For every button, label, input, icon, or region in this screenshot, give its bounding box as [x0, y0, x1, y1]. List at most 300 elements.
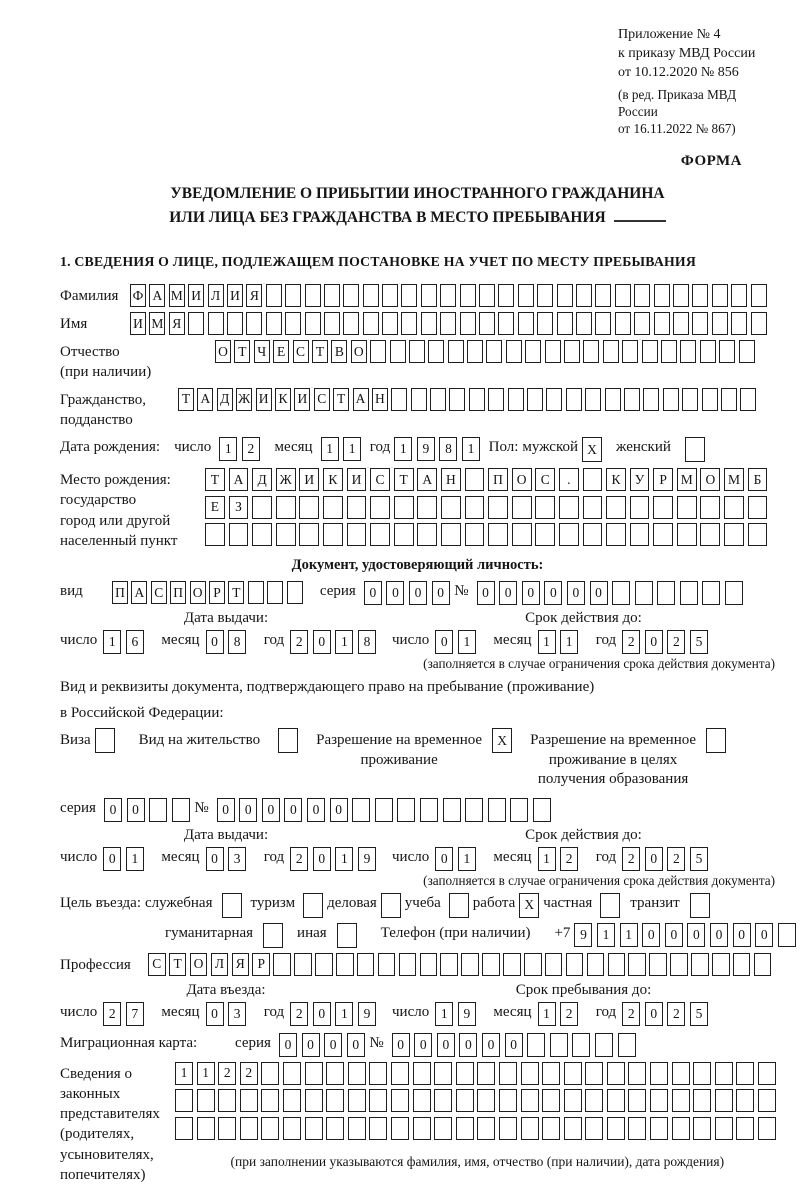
char-cell[interactable] [263, 923, 283, 948]
char-cell[interactable] [758, 1117, 776, 1140]
char-cell[interactable] [479, 284, 495, 307]
char-cell[interactable]: О [190, 953, 208, 976]
char-cell[interactable] [240, 1089, 258, 1112]
char-cell[interactable] [324, 284, 340, 307]
char-cell[interactable] [654, 312, 670, 335]
char-cell[interactable] [653, 523, 673, 546]
char-cell[interactable]: 1 [103, 630, 121, 654]
char-cell[interactable]: С [293, 340, 309, 363]
char-cell[interactable]: 2 [290, 1002, 308, 1026]
char-cell[interactable]: 0 [313, 1002, 331, 1026]
char-cell[interactable] [618, 1033, 636, 1057]
char-cell[interactable]: Я [246, 284, 262, 307]
char-cell[interactable] [521, 1062, 539, 1085]
char-cell[interactable]: С [148, 953, 166, 976]
char-cell[interactable] [721, 388, 737, 411]
char-cell[interactable] [642, 340, 658, 363]
char-cell[interactable] [369, 1117, 387, 1140]
char-cell[interactable]: 0 [477, 581, 495, 605]
char-cell[interactable]: Ж [276, 468, 296, 491]
char-cell[interactable]: 0 [313, 847, 331, 871]
char-cell[interactable] [499, 1117, 517, 1140]
char-cell[interactable] [649, 953, 667, 976]
char-cell[interactable] [456, 1062, 474, 1085]
char-cell[interactable] [607, 1062, 625, 1085]
char-cell[interactable]: 0 [206, 847, 224, 871]
char-cell[interactable] [348, 1062, 366, 1085]
char-cell[interactable]: 1 [335, 1002, 353, 1026]
char-cell[interactable] [680, 581, 698, 605]
char-cell[interactable] [603, 340, 619, 363]
char-cell[interactable]: 0 [665, 923, 683, 947]
char-cell[interactable]: У [630, 468, 650, 491]
char-cell[interactable]: 0 [733, 923, 751, 947]
char-cell[interactable] [326, 1089, 344, 1112]
char-cell[interactable]: О [215, 340, 231, 363]
char-cell[interactable]: 0 [217, 798, 235, 822]
char-cell[interactable]: Л [208, 284, 224, 307]
char-cell[interactable] [600, 893, 620, 918]
char-cell[interactable] [715, 1089, 733, 1112]
char-cell[interactable] [691, 953, 709, 976]
char-cell[interactable]: 2 [242, 437, 260, 461]
char-cell[interactable] [149, 798, 167, 822]
char-cell[interactable] [595, 312, 611, 335]
char-cell[interactable]: 2 [622, 630, 640, 654]
char-cell[interactable] [283, 1117, 301, 1140]
char-cell[interactable] [525, 340, 541, 363]
char-cell[interactable]: 2 [240, 1062, 258, 1085]
char-cell[interactable] [461, 953, 479, 976]
char-cell[interactable] [545, 953, 563, 976]
char-cell[interactable] [630, 523, 650, 546]
char-cell[interactable] [240, 1117, 258, 1140]
char-cell[interactable] [441, 523, 461, 546]
char-cell[interactable] [700, 523, 720, 546]
char-cell[interactable]: 1 [458, 847, 476, 871]
char-cell[interactable]: 0 [313, 630, 331, 654]
char-cell[interactable] [545, 340, 561, 363]
char-cell[interactable] [278, 728, 298, 753]
char-cell[interactable]: 0 [284, 798, 302, 822]
char-cell[interactable] [434, 1089, 452, 1112]
char-cell[interactable]: 1 [462, 437, 480, 461]
char-cell[interactable] [583, 340, 599, 363]
char-cell[interactable] [498, 312, 514, 335]
char-cell[interactable] [486, 340, 502, 363]
char-cell[interactable] [650, 1089, 668, 1112]
char-cell[interactable] [283, 1062, 301, 1085]
char-cell[interactable]: М [149, 312, 165, 335]
char-cell[interactable] [635, 581, 653, 605]
char-cell[interactable] [465, 496, 485, 519]
char-cell[interactable] [434, 1117, 452, 1140]
char-cell[interactable] [465, 523, 485, 546]
char-cell[interactable]: Р [209, 581, 225, 604]
char-cell[interactable] [347, 496, 367, 519]
char-cell[interactable] [197, 1117, 215, 1140]
char-cell[interactable] [535, 523, 555, 546]
char-cell[interactable] [488, 798, 506, 822]
char-cell[interactable] [607, 1117, 625, 1140]
char-cell[interactable]: 1 [538, 847, 556, 871]
char-cell[interactable] [428, 340, 444, 363]
char-cell[interactable] [188, 312, 204, 335]
char-cell[interactable] [343, 312, 359, 335]
char-cell[interactable] [670, 953, 688, 976]
char-cell[interactable] [506, 340, 522, 363]
char-cell[interactable]: 5 [690, 1002, 708, 1026]
char-cell[interactable] [654, 284, 670, 307]
char-cell[interactable]: 0 [414, 1033, 432, 1057]
char-cell[interactable] [542, 1062, 560, 1085]
char-cell[interactable] [363, 284, 379, 307]
char-cell[interactable] [566, 388, 582, 411]
char-cell[interactable]: 2 [667, 630, 685, 654]
char-cell[interactable] [218, 1117, 236, 1140]
char-cell[interactable] [449, 893, 469, 918]
char-cell[interactable] [527, 1033, 545, 1057]
char-cell[interactable] [508, 388, 524, 411]
char-cell[interactable] [583, 523, 603, 546]
char-cell[interactable] [758, 1062, 776, 1085]
char-cell[interactable] [337, 923, 357, 948]
char-cell[interactable]: 1 [458, 630, 476, 654]
char-cell[interactable]: И [256, 388, 272, 411]
char-cell[interactable]: 0 [104, 798, 122, 822]
char-cell[interactable]: С [535, 468, 555, 491]
char-cell[interactable] [680, 340, 696, 363]
char-cell[interactable]: М [677, 468, 697, 491]
char-cell[interactable] [521, 1117, 539, 1140]
char-cell[interactable] [326, 1062, 344, 1085]
char-cell[interactable] [229, 523, 249, 546]
char-cell[interactable]: З [229, 496, 249, 519]
char-cell[interactable]: 3 [228, 1002, 246, 1026]
char-cell[interactable] [585, 1089, 603, 1112]
char-cell[interactable]: 0 [499, 581, 517, 605]
char-cell[interactable] [607, 1089, 625, 1112]
char-cell[interactable]: . [559, 468, 579, 491]
char-cell[interactable]: 1 [538, 630, 556, 654]
char-cell[interactable] [276, 496, 296, 519]
char-cell[interactable] [702, 581, 720, 605]
char-cell[interactable] [252, 496, 272, 519]
char-cell[interactable]: Т [394, 468, 414, 491]
char-cell[interactable] [248, 581, 264, 604]
char-cell[interactable] [172, 798, 190, 822]
char-cell[interactable] [731, 312, 747, 335]
char-cell[interactable] [615, 312, 631, 335]
char-cell[interactable]: П [170, 581, 186, 604]
char-cell[interactable] [542, 1117, 560, 1140]
char-cell[interactable]: О [700, 468, 720, 491]
char-cell[interactable] [634, 284, 650, 307]
char-cell[interactable] [535, 496, 555, 519]
char-cell[interactable] [527, 388, 543, 411]
char-cell[interactable] [381, 893, 401, 918]
char-cell[interactable] [736, 1117, 754, 1140]
char-cell[interactable] [758, 1089, 776, 1112]
char-cell[interactable] [672, 1089, 690, 1112]
char-cell[interactable] [222, 893, 242, 918]
char-cell[interactable] [417, 523, 437, 546]
char-cell[interactable] [370, 523, 390, 546]
char-cell[interactable] [510, 798, 528, 822]
char-cell[interactable] [465, 798, 483, 822]
char-cell[interactable] [542, 1089, 560, 1112]
char-cell[interactable] [650, 1117, 668, 1140]
char-cell[interactable] [557, 284, 573, 307]
char-cell[interactable] [503, 953, 521, 976]
char-cell[interactable]: 8 [439, 437, 457, 461]
char-cell[interactable] [443, 798, 461, 822]
char-cell[interactable] [479, 312, 495, 335]
char-cell[interactable]: 0 [103, 847, 121, 871]
char-cell[interactable]: 0 [755, 923, 773, 947]
char-cell[interactable]: 1 [560, 630, 578, 654]
char-cell[interactable] [733, 953, 751, 976]
char-cell[interactable] [326, 1117, 344, 1140]
char-cell[interactable] [682, 388, 698, 411]
char-cell[interactable] [266, 284, 282, 307]
char-cell[interactable] [692, 312, 708, 335]
char-cell[interactable]: 8 [358, 630, 376, 654]
char-cell[interactable] [712, 284, 728, 307]
char-cell[interactable] [369, 1089, 387, 1112]
char-cell[interactable] [546, 388, 562, 411]
char-cell[interactable] [572, 1033, 590, 1057]
char-cell[interactable] [370, 496, 390, 519]
char-cell[interactable] [305, 1117, 323, 1140]
char-cell[interactable] [628, 1089, 646, 1112]
char-cell[interactable]: Н [372, 388, 388, 411]
char-cell[interactable]: 1 [335, 630, 353, 654]
char-cell[interactable]: С [370, 468, 390, 491]
char-cell[interactable]: 0 [206, 1002, 224, 1026]
char-cell[interactable]: А [417, 468, 437, 491]
char-cell[interactable]: И [130, 312, 146, 335]
char-cell[interactable] [348, 1117, 366, 1140]
char-cell[interactable]: Ч [254, 340, 270, 363]
char-cell[interactable] [363, 312, 379, 335]
char-cell[interactable] [305, 312, 321, 335]
char-cell[interactable] [521, 1089, 539, 1112]
char-cell[interactable] [391, 1117, 409, 1140]
char-cell[interactable] [357, 953, 375, 976]
char-cell[interactable]: 0 [459, 1033, 477, 1057]
char-cell[interactable] [719, 340, 735, 363]
char-cell[interactable] [208, 312, 224, 335]
char-cell[interactable]: 9 [358, 1002, 376, 1026]
char-cell[interactable]: 1 [321, 437, 339, 461]
char-cell[interactable]: 1 [343, 437, 361, 461]
char-cell[interactable]: X [492, 728, 512, 753]
char-cell[interactable] [266, 312, 282, 335]
char-cell[interactable] [305, 1089, 323, 1112]
char-cell[interactable]: 0 [302, 1033, 320, 1057]
char-cell[interactable]: 2 [290, 847, 308, 871]
char-cell[interactable] [576, 284, 592, 307]
char-cell[interactable] [715, 1117, 733, 1140]
char-cell[interactable]: П [488, 468, 508, 491]
char-cell[interactable] [460, 312, 476, 335]
char-cell[interactable]: 0 [206, 630, 224, 654]
char-cell[interactable] [693, 1117, 711, 1140]
char-cell[interactable] [512, 496, 532, 519]
char-cell[interactable]: 2 [560, 1002, 578, 1026]
char-cell[interactable] [685, 437, 705, 462]
char-cell[interactable]: Р [653, 468, 673, 491]
char-cell[interactable]: 0 [544, 581, 562, 605]
char-cell[interactable] [391, 1089, 409, 1112]
char-cell[interactable] [420, 953, 438, 976]
char-cell[interactable] [537, 312, 553, 335]
char-cell[interactable]: Р [252, 953, 270, 976]
char-cell[interactable] [285, 312, 301, 335]
char-cell[interactable] [409, 340, 425, 363]
char-cell[interactable]: 0 [642, 923, 660, 947]
char-cell[interactable] [417, 496, 437, 519]
char-cell[interactable] [352, 798, 370, 822]
char-cell[interactable] [175, 1117, 193, 1140]
char-cell[interactable] [653, 496, 673, 519]
char-cell[interactable] [557, 312, 573, 335]
char-cell[interactable]: 0 [645, 1002, 663, 1026]
char-cell[interactable]: 0 [330, 798, 348, 822]
char-cell[interactable] [583, 468, 603, 491]
char-cell[interactable] [595, 1033, 613, 1057]
char-cell[interactable]: 8 [228, 630, 246, 654]
char-cell[interactable] [564, 1089, 582, 1112]
char-cell[interactable] [736, 1089, 754, 1112]
char-cell[interactable] [583, 496, 603, 519]
char-cell[interactable]: Ф [130, 284, 146, 307]
char-cell[interactable] [448, 340, 464, 363]
char-cell[interactable]: 1 [620, 923, 638, 947]
char-cell[interactable] [673, 312, 689, 335]
char-cell[interactable]: 0 [432, 581, 450, 605]
char-cell[interactable] [576, 312, 592, 335]
char-cell[interactable] [606, 523, 626, 546]
char-cell[interactable] [650, 1062, 668, 1085]
char-cell[interactable] [748, 523, 768, 546]
char-cell[interactable]: Д [252, 468, 272, 491]
char-cell[interactable]: С [151, 581, 167, 604]
char-cell[interactable]: 1 [394, 437, 412, 461]
char-cell[interactable]: 0 [347, 1033, 365, 1057]
char-cell[interactable]: 0 [435, 847, 453, 871]
char-cell[interactable] [460, 284, 476, 307]
char-cell[interactable]: Н [441, 468, 461, 491]
char-cell[interactable]: 0 [437, 1033, 455, 1057]
char-cell[interactable] [299, 523, 319, 546]
char-cell[interactable] [441, 496, 461, 519]
char-cell[interactable] [608, 953, 626, 976]
char-cell[interactable] [261, 1117, 279, 1140]
char-cell[interactable] [394, 523, 414, 546]
char-cell[interactable] [399, 953, 417, 976]
char-cell[interactable]: Т [205, 468, 225, 491]
char-cell[interactable]: 7 [126, 1002, 144, 1026]
char-cell[interactable] [465, 468, 485, 491]
char-cell[interactable]: 0 [127, 798, 145, 822]
char-cell[interactable] [440, 953, 458, 976]
char-cell[interactable] [700, 496, 720, 519]
char-cell[interactable]: Т [178, 388, 194, 411]
char-cell[interactable] [421, 284, 437, 307]
char-cell[interactable] [397, 798, 415, 822]
char-cell[interactable]: 9 [458, 1002, 476, 1026]
char-cell[interactable] [702, 388, 718, 411]
char-cell[interactable]: 0 [482, 1033, 500, 1057]
char-cell[interactable] [430, 388, 446, 411]
char-cell[interactable] [736, 1062, 754, 1085]
char-cell[interactable] [440, 312, 456, 335]
char-cell[interactable] [413, 1062, 431, 1085]
char-cell[interactable]: 0 [505, 1033, 523, 1057]
char-cell[interactable] [323, 496, 343, 519]
char-cell[interactable]: X [519, 893, 539, 918]
char-cell[interactable] [246, 312, 262, 335]
char-cell[interactable]: 0 [409, 581, 427, 605]
char-cell[interactable]: А [131, 581, 147, 604]
char-cell[interactable] [197, 1089, 215, 1112]
char-cell[interactable]: Т [234, 340, 250, 363]
char-cell[interactable] [559, 496, 579, 519]
char-cell[interactable] [751, 312, 767, 335]
char-cell[interactable] [518, 284, 534, 307]
char-cell[interactable] [672, 1117, 690, 1140]
char-cell[interactable] [276, 523, 296, 546]
char-cell[interactable]: И [188, 284, 204, 307]
char-cell[interactable]: 5 [690, 630, 708, 654]
char-cell[interactable]: Ж [236, 388, 252, 411]
char-cell[interactable]: И [227, 284, 243, 307]
char-cell[interactable]: 1 [175, 1062, 193, 1085]
char-cell[interactable] [205, 523, 225, 546]
char-cell[interactable]: 0 [392, 1033, 410, 1057]
char-cell[interactable]: Е [205, 496, 225, 519]
char-cell[interactable] [585, 388, 601, 411]
char-cell[interactable] [499, 1089, 517, 1112]
char-cell[interactable] [283, 1089, 301, 1112]
char-cell[interactable]: 0 [386, 581, 404, 605]
char-cell[interactable]: М [724, 468, 744, 491]
char-cell[interactable]: О [351, 340, 367, 363]
char-cell[interactable] [218, 1089, 236, 1112]
char-cell[interactable]: К [275, 388, 291, 411]
char-cell[interactable]: 0 [645, 630, 663, 654]
char-cell[interactable] [739, 340, 755, 363]
char-cell[interactable]: 0 [710, 923, 728, 947]
char-cell[interactable] [488, 388, 504, 411]
char-cell[interactable] [673, 284, 689, 307]
char-cell[interactable] [693, 1089, 711, 1112]
char-cell[interactable] [401, 284, 417, 307]
char-cell[interactable]: 0 [279, 1033, 297, 1057]
char-cell[interactable] [391, 1062, 409, 1085]
char-cell[interactable]: 0 [239, 798, 257, 822]
char-cell[interactable] [477, 1062, 495, 1085]
char-cell[interactable] [587, 953, 605, 976]
char-cell[interactable] [612, 581, 630, 605]
char-cell[interactable] [559, 523, 579, 546]
char-cell[interactable] [630, 496, 650, 519]
char-cell[interactable] [421, 312, 437, 335]
char-cell[interactable]: И [299, 468, 319, 491]
char-cell[interactable]: 1 [197, 1062, 215, 1085]
